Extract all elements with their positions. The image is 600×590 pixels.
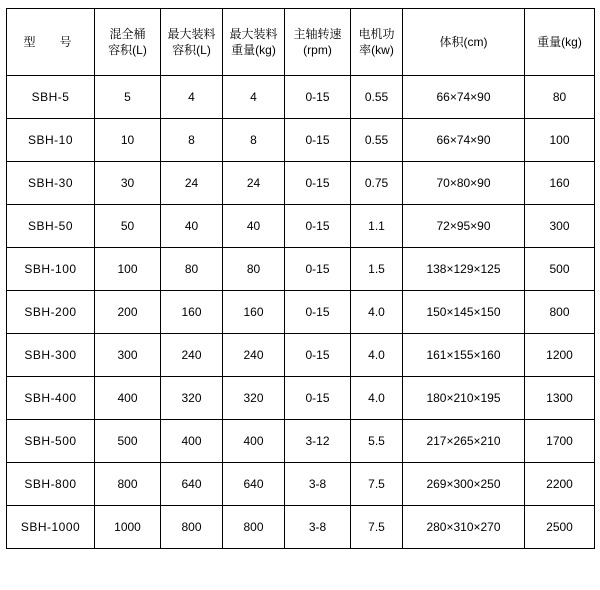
cell-barrel-volume: 500	[95, 420, 161, 463]
cell-dimensions: 150×145×150	[403, 291, 525, 334]
cell-weight: 500	[525, 248, 595, 291]
cell-model: SBH-5	[7, 76, 95, 119]
cell-weight: 80	[525, 76, 595, 119]
cell-max-load-volume: 24	[161, 162, 223, 205]
table-row	[7, 334, 595, 377]
cell-model: SBH-50	[7, 205, 95, 248]
column-header-motor-power-line-2: 率(kw)	[359, 43, 394, 57]
column-header-dimensions	[403, 9, 525, 76]
cell-spindle-speed: 3-12	[285, 420, 351, 463]
table-row	[7, 377, 595, 420]
cell-model: SBH-200	[7, 291, 95, 334]
cell-max-load-weight: 80	[223, 248, 285, 291]
cell-weight: 160	[525, 162, 595, 205]
cell-barrel-volume: 50	[95, 205, 161, 248]
cell-weight: 300	[525, 205, 595, 248]
cell-weight: 1700	[525, 420, 595, 463]
cell-weight: 800	[525, 291, 595, 334]
cell-spindle-speed: 0-15	[285, 291, 351, 334]
cell-model: SBH-500	[7, 420, 95, 463]
cell-dimensions: 269×300×250	[403, 463, 525, 506]
cell-spindle-speed: 0-15	[285, 248, 351, 291]
cell-max-load-weight: 320	[223, 377, 285, 420]
cell-motor-power: 4.0	[351, 334, 403, 377]
cell-motor-power: 1.5	[351, 248, 403, 291]
cell-barrel-volume: 1000	[95, 506, 161, 549]
cell-model: SBH-800	[7, 463, 95, 506]
cell-motor-power: 0.55	[351, 76, 403, 119]
cell-max-load-volume: 240	[161, 334, 223, 377]
column-header-weight	[525, 9, 595, 76]
column-header-spindle-speed-line-1: 主轴转速	[293, 26, 342, 41]
table-header	[7, 9, 595, 76]
cell-weight: 2200	[525, 463, 595, 506]
cell-motor-power: 4.0	[351, 291, 403, 334]
cell-barrel-volume: 100	[95, 248, 161, 291]
cell-max-load-weight: 160	[223, 291, 285, 334]
cell-motor-power: 5.5	[351, 420, 403, 463]
cell-motor-power: 4.0	[351, 377, 403, 420]
cell-weight: 1200	[525, 334, 595, 377]
cell-dimensions: 66×74×90	[403, 76, 525, 119]
cell-dimensions: 138×129×125	[403, 248, 525, 291]
cell-max-load-weight: 8	[223, 119, 285, 162]
cell-weight: 2500	[525, 506, 595, 549]
cell-max-load-weight: 4	[223, 76, 285, 119]
cell-dimensions: 180×210×195	[403, 377, 525, 420]
cell-barrel-volume: 400	[95, 377, 161, 420]
column-header-max-load-volume	[161, 9, 223, 76]
cell-barrel-volume: 30	[95, 162, 161, 205]
column-header-max-load-volume-line-1: 最大装料	[167, 26, 216, 41]
cell-motor-power: 0.75	[351, 162, 403, 205]
table-row	[7, 506, 595, 549]
cell-max-load-volume: 800	[161, 506, 223, 549]
specification-table	[6, 8, 595, 549]
cell-barrel-volume: 200	[95, 291, 161, 334]
column-header-model-line-1: 型 号	[23, 34, 78, 49]
column-header-max-load-weight-line-1: 最大装料	[229, 26, 278, 41]
cell-model: SBH-10	[7, 119, 95, 162]
column-header-motor-power-line-1: 电机功	[358, 26, 395, 41]
table-row	[7, 291, 595, 334]
column-header-dimensions-line-1: 体积(cm)	[439, 34, 488, 49]
cell-dimensions: 280×310×270	[403, 506, 525, 549]
cell-barrel-volume: 5	[95, 76, 161, 119]
cell-max-load-weight: 40	[223, 205, 285, 248]
cell-spindle-speed: 3-8	[285, 463, 351, 506]
table-row	[7, 119, 595, 162]
cell-max-load-volume: 80	[161, 248, 223, 291]
cell-model: SBH-1000	[7, 506, 95, 549]
cell-barrel-volume: 10	[95, 119, 161, 162]
cell-spindle-speed: 0-15	[285, 119, 351, 162]
cell-motor-power: 0.55	[351, 119, 403, 162]
cell-model: SBH-30	[7, 162, 95, 205]
cell-max-load-volume: 640	[161, 463, 223, 506]
cell-max-load-weight: 240	[223, 334, 285, 377]
column-header-max-load-volume-line-2: 容积(L)	[172, 43, 211, 57]
cell-max-load-weight: 640	[223, 463, 285, 506]
column-header-max-load-weight-line-2: 重量(kg)	[231, 43, 276, 57]
cell-dimensions: 72×95×90	[403, 205, 525, 248]
table-row	[7, 463, 595, 506]
cell-motor-power: 7.5	[351, 463, 403, 506]
cell-max-load-weight: 800	[223, 506, 285, 549]
column-header-weight-line-1: 重量(kg)	[537, 34, 582, 49]
cell-spindle-speed: 0-15	[285, 334, 351, 377]
cell-dimensions: 70×80×90	[403, 162, 525, 205]
cell-max-load-volume: 8	[161, 119, 223, 162]
column-header-barrel-volume-line-1: 混全桶	[109, 26, 146, 41]
cell-max-load-weight: 400	[223, 420, 285, 463]
cell-spindle-speed: 0-15	[285, 76, 351, 119]
cell-spindle-speed: 0-15	[285, 377, 351, 420]
cell-weight: 100	[525, 119, 595, 162]
cell-motor-power: 1.1	[351, 205, 403, 248]
cell-spindle-speed: 0-15	[285, 205, 351, 248]
cell-spindle-speed: 3-8	[285, 506, 351, 549]
table-row	[7, 162, 595, 205]
cell-max-load-volume: 40	[161, 205, 223, 248]
cell-max-load-weight: 24	[223, 162, 285, 205]
column-header-max-load-weight	[223, 9, 285, 76]
table-body	[7, 76, 595, 549]
cell-dimensions: 217×265×210	[403, 420, 525, 463]
cell-model: SBH-300	[7, 334, 95, 377]
table-header-row	[7, 9, 595, 76]
column-header-motor-power	[351, 9, 403, 76]
cell-max-load-volume: 400	[161, 420, 223, 463]
cell-dimensions: 66×74×90	[403, 119, 525, 162]
column-header-spindle-speed	[285, 9, 351, 76]
cell-weight: 1300	[525, 377, 595, 420]
table-row	[7, 248, 595, 291]
cell-barrel-volume: 800	[95, 463, 161, 506]
column-header-barrel-volume-line-2: 容积(L)	[108, 43, 147, 57]
table-row	[7, 76, 595, 119]
column-header-spindle-speed-line-2: (rpm)	[303, 43, 332, 57]
cell-max-load-volume: 160	[161, 291, 223, 334]
column-header-barrel-volume	[95, 9, 161, 76]
cell-model: SBH-400	[7, 377, 95, 420]
cell-max-load-volume: 320	[161, 377, 223, 420]
table-row	[7, 420, 595, 463]
cell-spindle-speed: 0-15	[285, 162, 351, 205]
cell-model: SBH-100	[7, 248, 95, 291]
column-header-model	[7, 9, 95, 76]
cell-barrel-volume: 300	[95, 334, 161, 377]
cell-motor-power: 7.5	[351, 506, 403, 549]
table-row	[7, 205, 595, 248]
cell-max-load-volume: 4	[161, 76, 223, 119]
cell-dimensions: 161×155×160	[403, 334, 525, 377]
